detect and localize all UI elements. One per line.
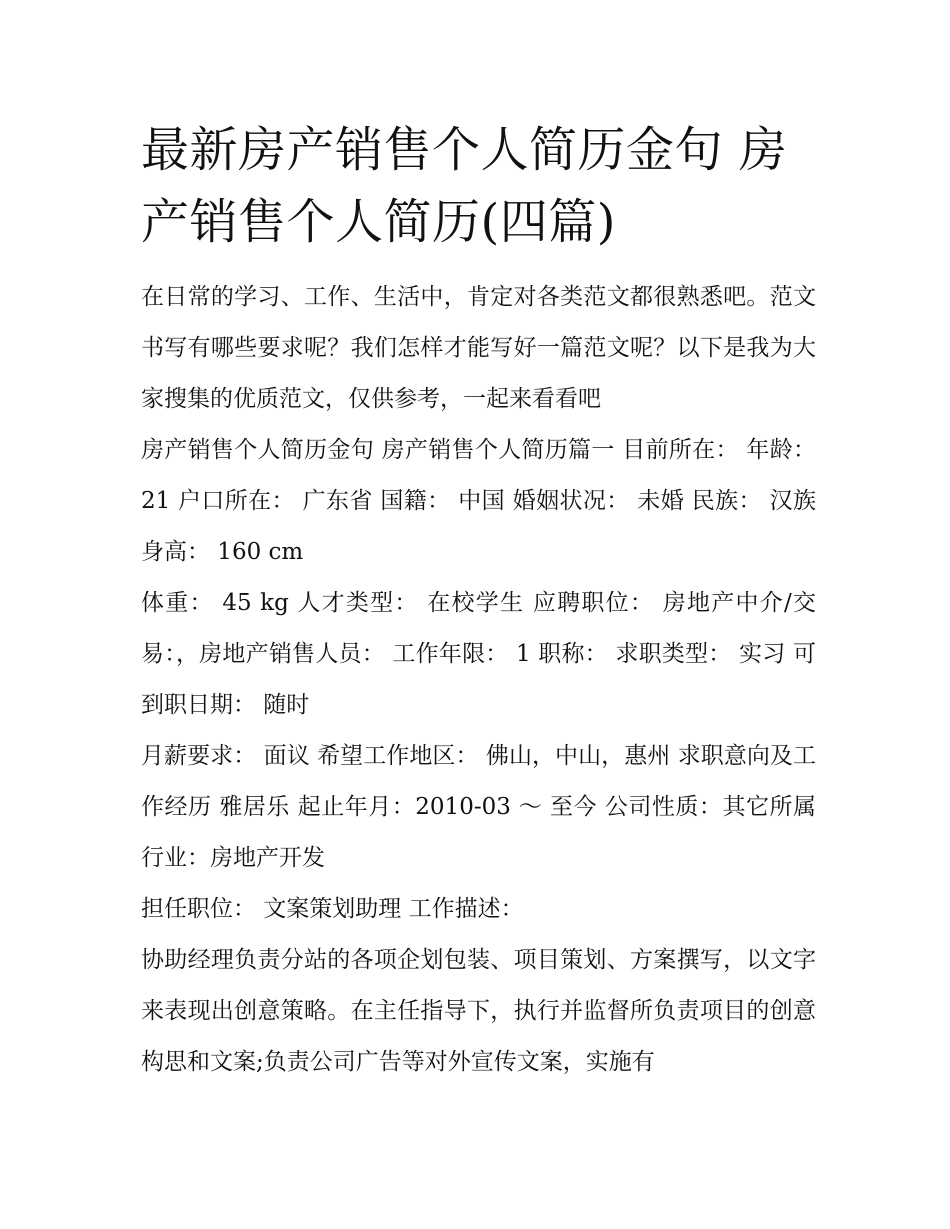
paragraph-salary-experience: 月薪要求： 面议 希望工作地区： 佛山，中山，惠州 求职意向及工作经历 雅居乐 起止年月：2010-03 ～ 至今 公司性质：其它所属行业：房地产开发 [141, 743, 816, 871]
paragraph-job-info: 体重： 45 kg 人才类型： 在校学生 应聘职位： 房地产中介/交易：，房地产销售人员： 工作年限： 1 职称： 求职类型： 实习 可到职日期： 随时 [141, 590, 816, 718]
paragraph-job-description: 协助经理负责分站的各项企划包装、项目策划、方案撰写，以文字来表现出创意策略。在主任指导下，执行并监督所负责项目的创意构思和文案;负责公司广告等对外宣传文案，实施有 [141, 947, 816, 1075]
paragraph-intro: 在日常的学习、工作、生活中，肯定对各类范文都很熟悉吧。范文书写有哪些要求呢？我们怎样才能写好一篇范文呢？以下是我为大家搜集的优质范文，仅供参考，一起来看看吧 [141, 284, 816, 412]
paragraph-position: 担任职位： 文案策划助理 工作描述： [141, 896, 524, 922]
document-body [141, 272, 816, 1088]
paragraph-personal-info: 房产销售个人简历金句 房产销售个人简历篇一 目前所在： 年龄： 21 户口所在： 广东省 国籍： 中国 婚姻状况： 未婚 民族： 汉族 身高： 160 cm [141, 437, 816, 565]
document-title: 最新房产销售个人简历金句 房产销售个人简历(四篇) [141, 122, 788, 250]
document-page [141, 114, 816, 1088]
